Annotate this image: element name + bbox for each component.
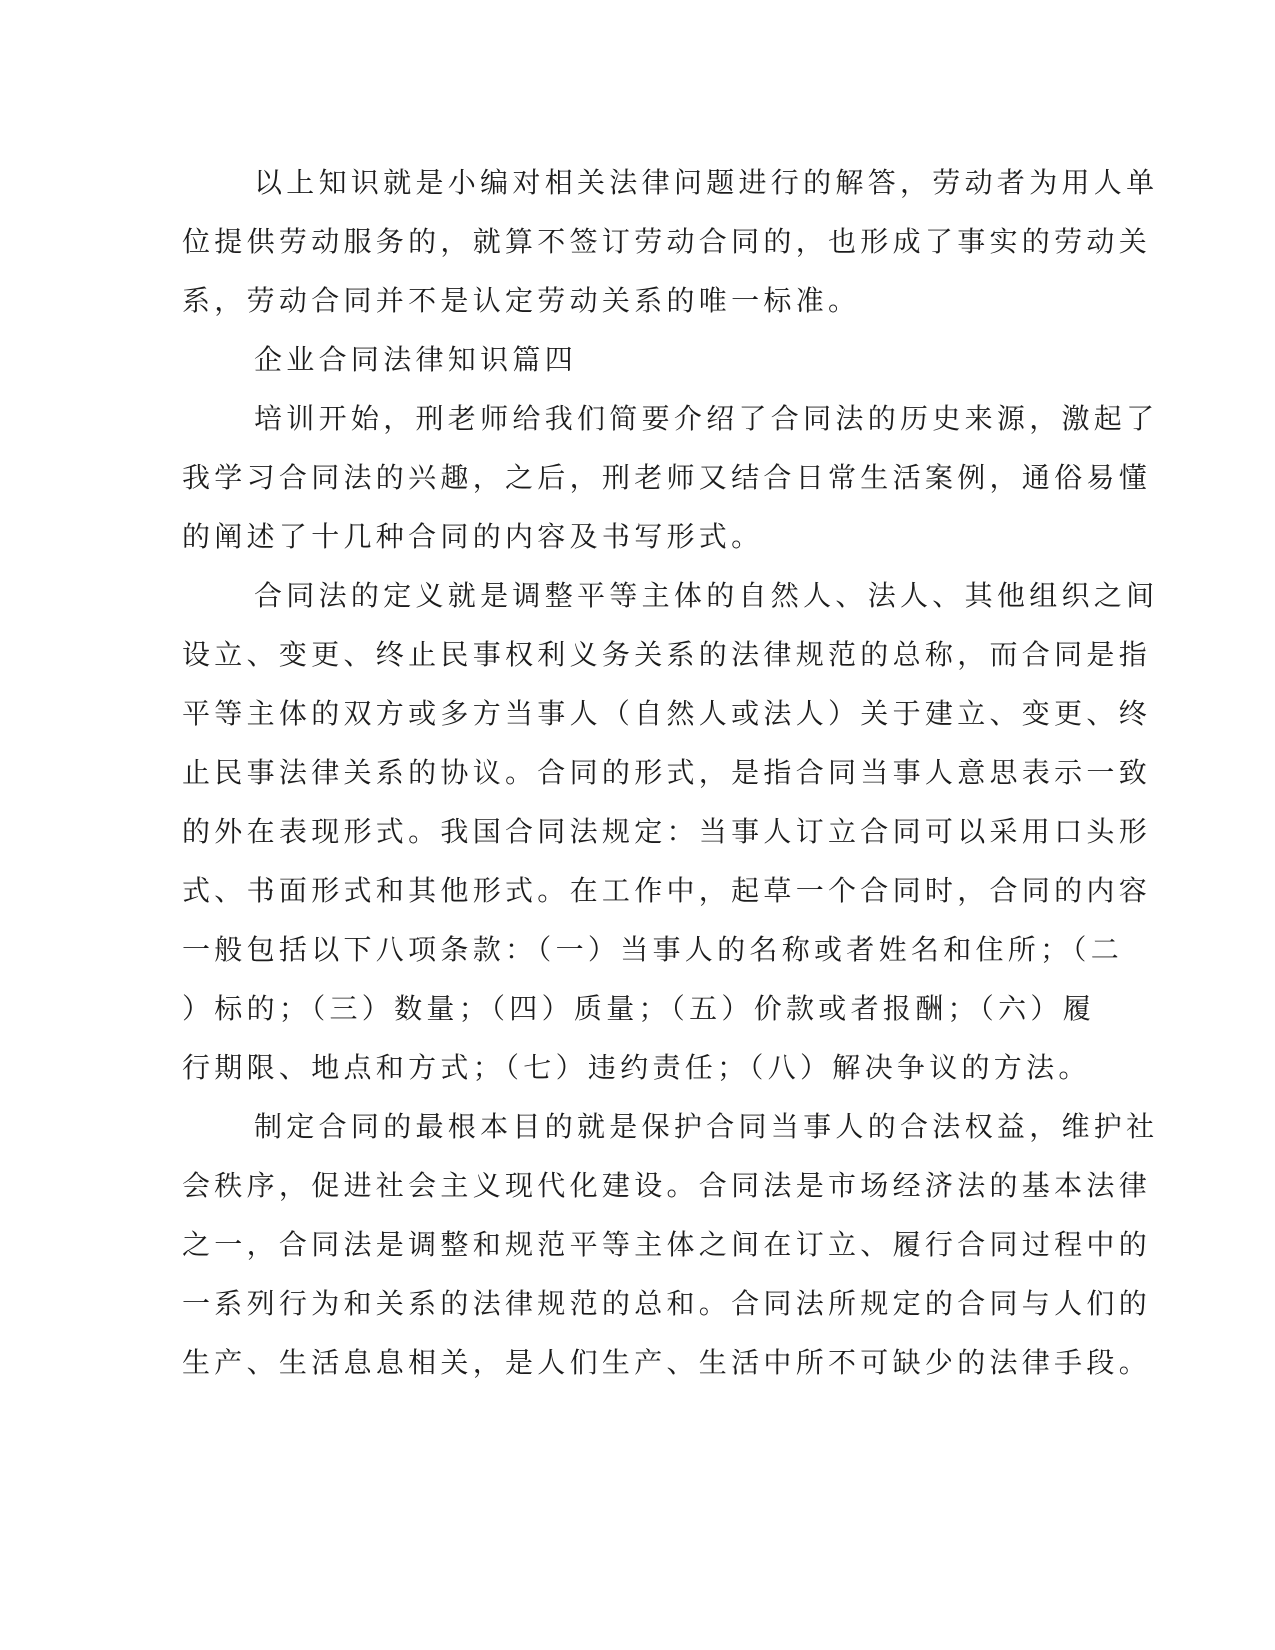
paragraph-4-line-2: 会秩序，促进社会主义现代化建设。合同法是市场经济法的基本法律 (182, 1169, 1152, 1202)
paragraph-2-line-3: 的阐述了十几种合同的内容及书写形式。 (182, 520, 764, 553)
paragraph-3-line-8: ）标的；（三）数量；（四）质量；（五）价款或者报酬；（六）履 (182, 992, 1096, 1025)
paragraph-4-line-3: 之一，合同法是调整和规范平等主体之间在订立、履行合同过程中的 (182, 1228, 1152, 1261)
paragraph-4-line-4: 一系列行为和关系的法律规范的总和。合同法所规定的合同与人们的 (182, 1287, 1152, 1320)
section-heading: 企业合同法律知识篇四 (254, 343, 578, 376)
paragraph-2-line-2: 我学习合同法的兴趣，之后，刑老师又结合日常生活案例，通俗易懂 (182, 461, 1152, 494)
paragraph-3-line-2: 设立、变更、终止民事权利义务关系的法律规范的总称，而合同是指 (182, 638, 1152, 671)
paragraph-1-line-2: 位提供劳动服务的，就算不签订劳动合同的，也形成了事实的劳动关 (182, 225, 1152, 258)
paragraph-1-line-1: 以上知识就是小编对相关法律问题进行的解答，劳动者为用人单 (254, 166, 1159, 199)
paragraph-1-line-3: 系，劳动合同并不是认定劳动关系的唯一标准。 (182, 284, 861, 317)
paragraph-3-line-4: 止民事法律关系的协议。合同的形式，是指合同当事人意思表示一致 (182, 756, 1152, 789)
paragraph-3-line-5: 的外在表现形式。我国合同法规定：当事人订立合同可以采用口头形 (182, 815, 1152, 848)
paragraph-3-line-6: 式、书面形式和其他形式。在工作中，起草一个合同时，合同的内容 (182, 874, 1152, 907)
paragraph-4-line-1: 制定合同的最根本目的就是保护合同当事人的合法权益，维护社 (254, 1110, 1159, 1143)
paragraph-3-line-3: 平等主体的双方或多方当事人（自然人或法人）关于建立、变更、终 (182, 697, 1152, 730)
paragraph-4-line-5: 生产、生活息息相关，是人们生产、生活中所不可缺少的法律手段。 (182, 1346, 1152, 1379)
paragraph-3-line-9: 行期限、地点和方式；（七）违约责任；（八）解决争议的方法。 (182, 1051, 1091, 1084)
paragraph-3-line-7: 一般包括以下八项条款：（一）当事人的名称或者姓名和住所；（二 (182, 933, 1124, 966)
paragraph-2-line-1: 培训开始，刑老师给我们简要介绍了合同法的历史来源，激起了 (254, 402, 1159, 435)
paragraph-3-line-1: 合同法的定义就是调整平等主体的自然人、法人、其他组织之间 (254, 579, 1159, 612)
